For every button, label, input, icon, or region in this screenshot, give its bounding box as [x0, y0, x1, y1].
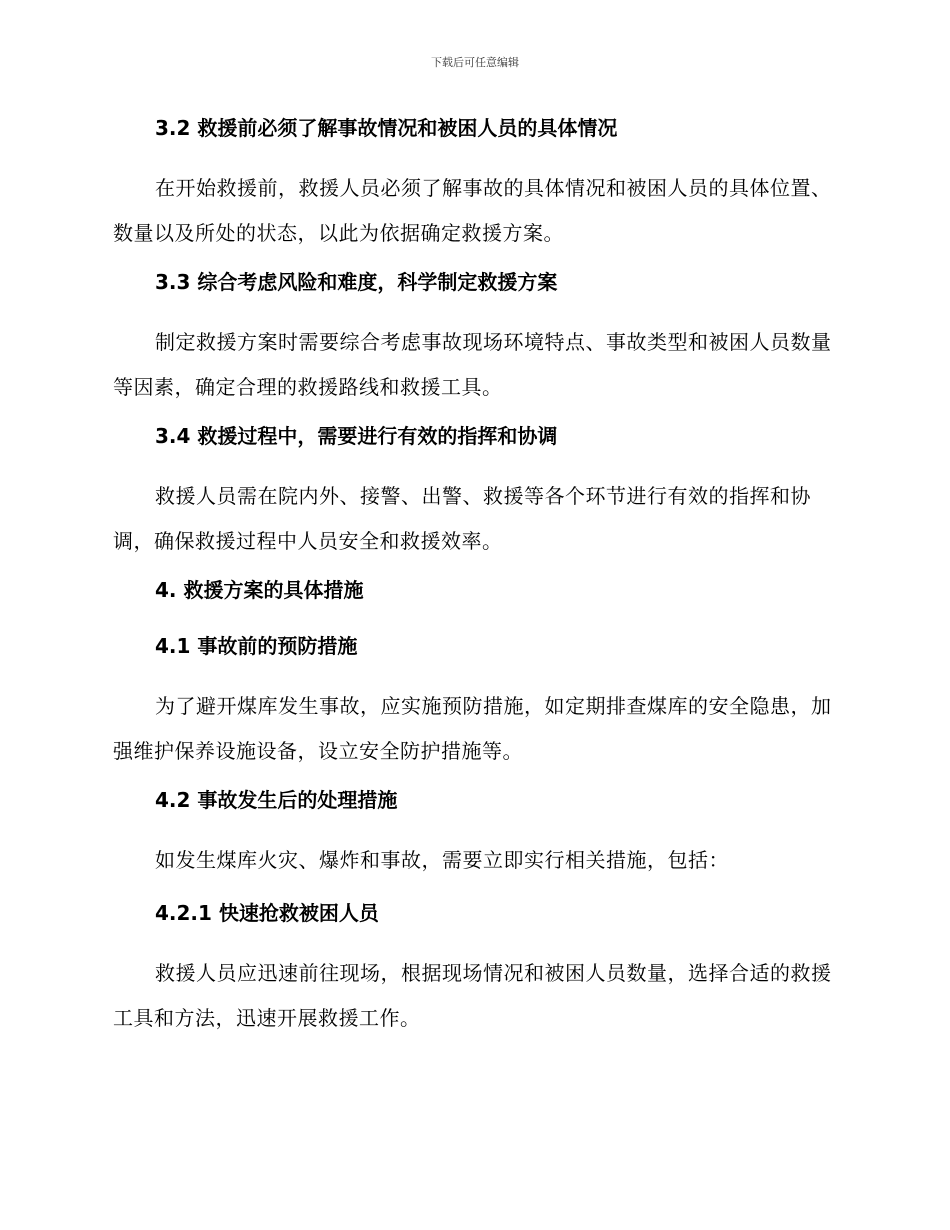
paragraph-4-1: 为了避开煤库发生事故，应实施预防措施，如定期排查煤库的安全隐患，加强维护保养设施设备，设立安全防护措施等。 — [113, 694, 832, 763]
document-body — [113, 110, 833, 1049]
paragraph-4-2-1: 救援人员应迅速前往现场，根据现场情况和被困人员数量，选择合适的救援工具和方法，迅速开展救援工作。 — [113, 961, 832, 1030]
paragraph-3-2: 在开始救援前，救援人员必须了解事故的具体情况和被困人员的具体位置、数量以及所处的状态，以此为依据确定救援方案。 — [113, 176, 832, 245]
section-heading-3-2: 3.2 救援前必须了解事故情况和被困人员的具体情况 — [155, 116, 618, 140]
section-heading-4: 4. 救援方案的具体措施 — [155, 578, 364, 602]
section-heading-4-1: 4.1 事故前的预防措施 — [155, 634, 358, 658]
paragraph-4-2: 如发生煤库火灾、爆炸和事故，需要立即实行相关措施，包括： — [155, 848, 729, 872]
header-note: 下载后可任意编辑 — [431, 56, 519, 69]
section-heading-3-3: 3.3 综合考虑风险和难度，科学制定救援方案 — [155, 270, 558, 294]
paragraph-3-3: 制定救援方案时需要综合考虑事故现场环境特点、事故类型和被困人员数量等因素，确定合理的救援路线和救援工具。 — [113, 330, 832, 399]
section-heading-4-2-1: 4.2.1 快速抢救被困人员 — [155, 901, 379, 925]
section-heading-4-2: 4.2 事故发生后的处理措施 — [155, 788, 398, 812]
paragraph-3-4: 救援人员需在院内外、接警、出警、救援等各个环节进行有效的指挥和协调，确保救援过程中人员安全和救援效率。 — [113, 484, 811, 553]
section-heading-3-4: 3.4 救援过程中，需要进行有效的指挥和协调 — [155, 424, 558, 448]
